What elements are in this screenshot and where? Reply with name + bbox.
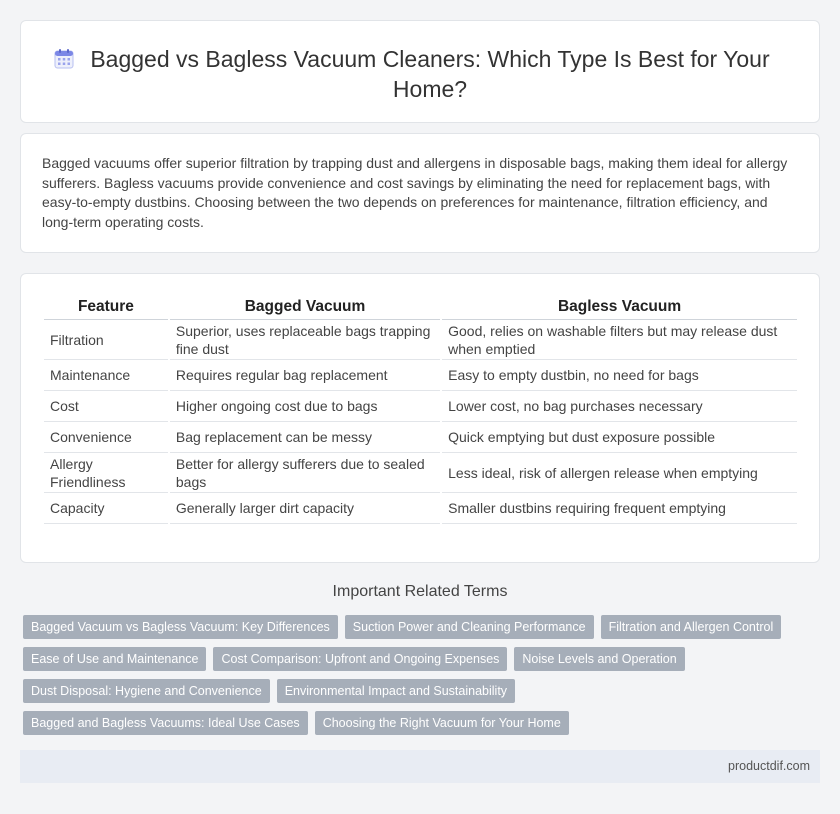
related-terms-list bbox=[23, 615, 803, 735]
footer-site-link[interactable]: productdif.com bbox=[728, 759, 810, 773]
table-row bbox=[44, 360, 797, 391]
intro-paragraph: Bagged vacuums offer superior filtration by trapping dust and allergens in disposable bags, making them ideal for allergy sufferers. Bagless vacuums provide convenience and cost savings by eliminating the need for replacement bags, with easy-to-empty dustbins. Choosing between the two depends on preferences for maintenance, filtration efficiency, and long-term operating costs. bbox=[42, 155, 788, 230]
row-bagged: Generally larger dirt capacity bbox=[170, 493, 440, 524]
row-bagged: Superior, uses replaceable bags trapping fine dust bbox=[170, 320, 440, 360]
related-term-tag[interactable]: Filtration and Allergen Control bbox=[601, 615, 782, 639]
header-feature: Feature bbox=[44, 295, 168, 320]
table-row bbox=[44, 453, 797, 493]
footer bbox=[20, 750, 820, 783]
comparison-table bbox=[42, 295, 799, 524]
row-feature: Convenience bbox=[44, 422, 168, 453]
related-term-tag[interactable]: Choosing the Right Vacuum for Your Home bbox=[315, 711, 569, 735]
related-term-tag[interactable]: Ease of Use and Maintenance bbox=[23, 647, 206, 671]
related-term-tag[interactable]: Bagged Vacuum vs Bagless Vacuum: Key Differences bbox=[23, 615, 338, 639]
page-title: Bagged vs Bagless Vacuum Cleaners: Which Type Is Best for Your Home? bbox=[90, 46, 770, 102]
row-bagged: Higher ongoing cost due to bags bbox=[170, 391, 440, 422]
row-bagless: Smaller dustbins requiring frequent emptying bbox=[442, 493, 797, 524]
related-terms-heading: Important Related Terms bbox=[332, 583, 508, 600]
intro-card bbox=[20, 133, 820, 253]
row-bagless: Good, relies on washable filters but may release dust when emptied bbox=[442, 320, 797, 360]
row-feature: Cost bbox=[44, 391, 168, 422]
row-bagless: Lower cost, no bag purchases necessary bbox=[442, 391, 797, 422]
related-term-tag[interactable]: Noise Levels and Operation bbox=[514, 647, 684, 671]
row-bagless: Easy to empty dustbin, no need for bags bbox=[442, 360, 797, 391]
row-feature: Capacity bbox=[44, 493, 168, 524]
header-bagged: Bagged Vacuum bbox=[170, 295, 440, 320]
row-feature: Maintenance bbox=[44, 360, 168, 391]
comparison-table-card bbox=[20, 273, 820, 563]
header-bagless: Bagless Vacuum bbox=[442, 295, 797, 320]
related-term-tag[interactable]: Suction Power and Cleaning Performance bbox=[345, 615, 594, 639]
related-term-tag[interactable]: Cost Comparison: Upfront and Ongoing Expenses bbox=[213, 647, 507, 671]
row-feature: Allergy Friendliness bbox=[44, 453, 168, 493]
row-bagless: Less ideal, risk of allergen release when emptying bbox=[442, 453, 797, 493]
table-row bbox=[44, 320, 797, 360]
related-term-tag[interactable]: Bagged and Bagless Vacuums: Ideal Use Cases bbox=[23, 711, 308, 735]
row-bagged: Requires regular bag replacement bbox=[170, 360, 440, 391]
row-feature: Filtration bbox=[44, 320, 168, 360]
table-row bbox=[44, 391, 797, 422]
row-bagged: Bag replacement can be messy bbox=[170, 422, 440, 453]
related-term-tag[interactable]: Dust Disposal: Hygiene and Convenience bbox=[23, 679, 270, 703]
row-bagged: Better for allergy sufferers due to sealed bags bbox=[170, 453, 440, 493]
table-row bbox=[44, 422, 797, 453]
row-bagless: Quick emptying but dust exposure possible bbox=[442, 422, 797, 453]
title-card bbox=[20, 20, 820, 123]
related-term-tag[interactable]: Environmental Impact and Sustainability bbox=[277, 679, 515, 703]
table-header-row bbox=[44, 295, 797, 320]
table-row bbox=[44, 493, 797, 524]
